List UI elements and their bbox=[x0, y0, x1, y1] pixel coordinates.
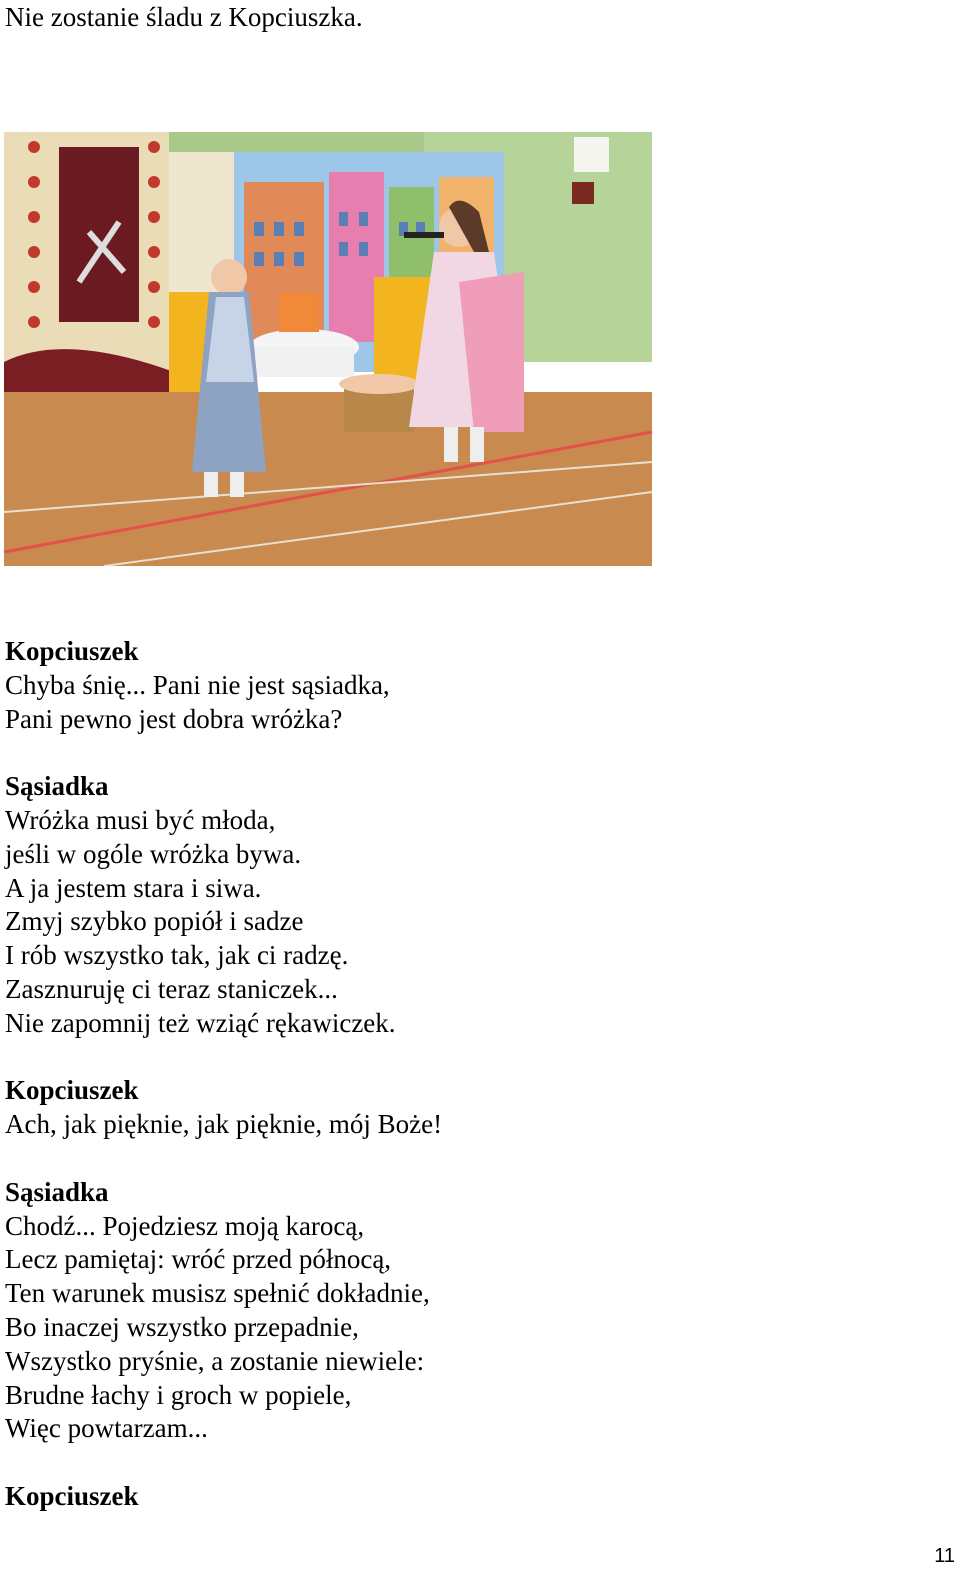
speaker-name: Kopciuszek bbox=[5, 636, 139, 666]
dialogue-line: Ten warunek musisz spełnić dokładnie, bbox=[5, 1278, 430, 1309]
stage-photo bbox=[4, 132, 652, 566]
dialogue-line: I rób wszystko tak, jak ci radzę. bbox=[5, 940, 349, 971]
speaker-name: Kopciuszek bbox=[5, 1481, 139, 1511]
dialogue-line: Więc powtarzam... bbox=[5, 1413, 208, 1444]
dialogue-line: Ach, jak pięknie, jak pięknie, mój Boże! bbox=[5, 1109, 443, 1140]
dialogue-line: Brudne łachy i groch w popiele, bbox=[5, 1379, 352, 1410]
dialogue-line: A ja jestem stara i siwa. bbox=[5, 872, 262, 903]
speaker-name: Kopciuszek bbox=[5, 1075, 139, 1106]
speaker-name: Sąsiadka bbox=[5, 771, 109, 802]
dialogue-line: Lecz pamiętaj: wróć przed północą, bbox=[5, 1244, 392, 1275]
dialogue-line: jeśli w ogóle wróżka bywa. bbox=[5, 838, 302, 869]
dialogue-line: Zmyj szybko popiół i sadze bbox=[5, 906, 304, 937]
dialogue-line: Nie zapomnij też wziąć rękawiczek. bbox=[5, 1007, 396, 1038]
dialogue-line: Bo inaczej wszystko przepadnie, bbox=[5, 1312, 359, 1342]
dialogue-line: Zasznuruję ci teraz staniczek... bbox=[5, 974, 338, 1004]
dialogue-line: Wróżka musi być młoda, bbox=[5, 805, 276, 835]
speaker-name: Sąsiadka bbox=[5, 1176, 109, 1207]
dialogue-line: Pani pewno jest dobra wróżka? bbox=[5, 703, 343, 734]
intro-line: Nie zostanie śladu z Kopciuszka. bbox=[5, 2, 363, 32]
page-number: 11 bbox=[934, 1545, 955, 1567]
dialogue-line: Chyba śnię... Pani nie jest sąsiadka, bbox=[5, 669, 390, 700]
dialogue-line: Wszystko pryśnie, a zostanie niewiele: bbox=[5, 1345, 425, 1376]
dialogue-line: Chodź... Pojedziesz moją karocą, bbox=[5, 1210, 365, 1241]
